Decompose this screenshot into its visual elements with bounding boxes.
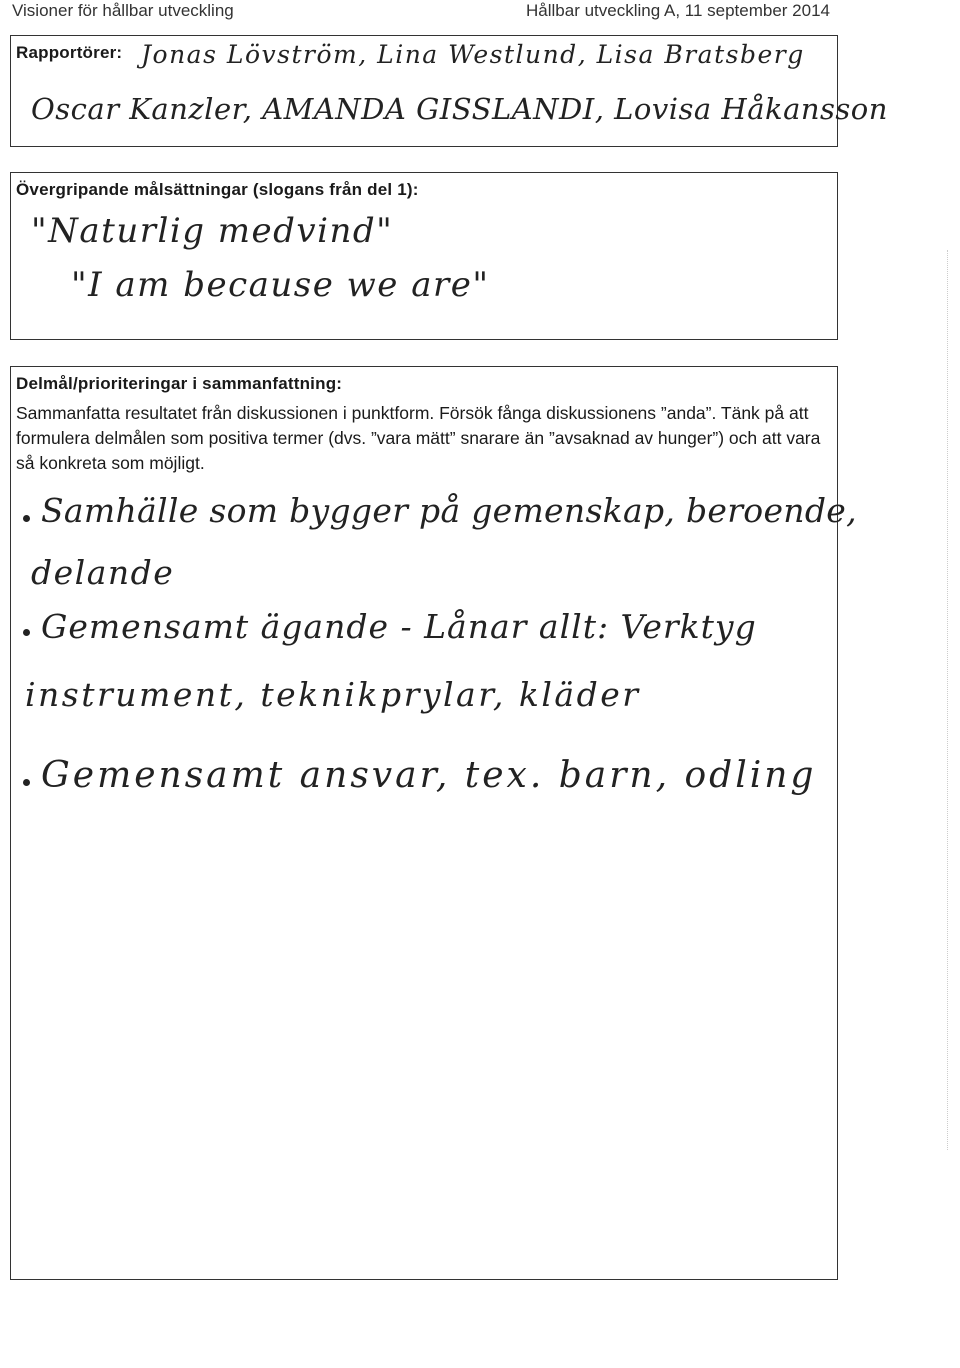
right-margin-mark xyxy=(947,250,949,1150)
subgoals-label: Delmål/prioriteringar i sammanfattning: xyxy=(16,374,343,393)
header-right-title: Hållbar utveckling A, 11 september 2014 xyxy=(526,1,830,20)
reporters-handwriting-line1: Jonas Lövström, Lina Westlund, Lisa Bratsberg xyxy=(141,40,805,69)
bullet-2-line-2: instrument, teknikprylar, kläder xyxy=(25,675,641,714)
bullet-3-line-1: Gemensamt ansvar, tex. barn, odling xyxy=(41,755,817,796)
bullet-1 xyxy=(23,515,30,522)
bullet-3 xyxy=(23,779,30,786)
bullet-2-line-1: Gemensamt ägande - Lånar allt: Verktyg xyxy=(41,607,757,646)
reporters-box xyxy=(10,35,888,147)
goals-slogan-2: "I am because we are" xyxy=(71,265,490,305)
bullet-1-line-2: delande xyxy=(31,553,175,592)
reporters-handwriting-line2: Oscar Kanzler, AMANDA GISSLANDI, Lovisa Håkansson xyxy=(31,92,888,126)
reporters-label: Rapportörer: xyxy=(16,43,123,62)
goals-box xyxy=(10,172,838,340)
subgoals-box xyxy=(10,366,857,1280)
subgoals-instructions: Sammanfatta resultatet från diskussionen i punktform. Försök fånga diskussionens ”anda”. Tänk på att formulera delmålen som positiva termer (dvs. ”vara mätt” snarare än ”avsaknad av hunger”) och att vara så konkreta som möjligt. xyxy=(16,403,821,473)
header-left-title: Visioner för hållbar utveckling xyxy=(12,1,234,20)
bullet-2 xyxy=(23,629,30,636)
bullet-1-line-1: Samhälle som bygger på gemenskap, beroende, xyxy=(41,491,857,530)
goals-label: Övergripande målsättningar (slogans från del 1): xyxy=(16,180,419,199)
goals-slogan-1: "Naturlig medvind" xyxy=(31,211,394,251)
